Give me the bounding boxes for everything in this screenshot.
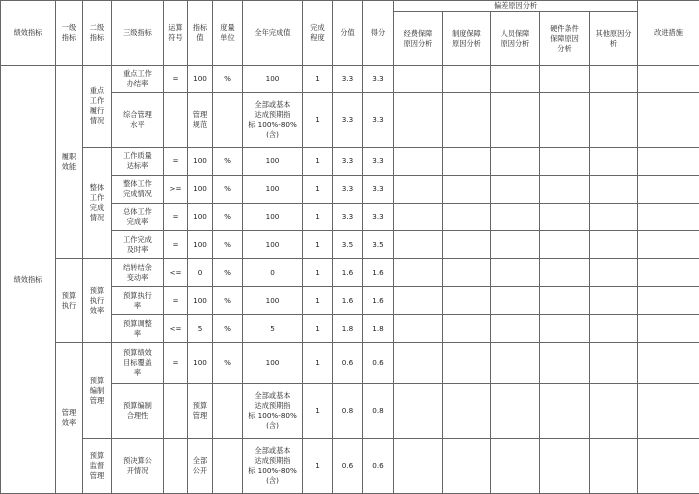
empty-cell <box>540 147 590 175</box>
completion-cell: 0 <box>243 259 303 287</box>
degree-cell: 1 <box>303 315 333 343</box>
degree-cell: 1 <box>303 384 333 439</box>
completion-cell: 100 <box>243 175 303 203</box>
empty-cell <box>590 259 638 287</box>
empty-cell <box>491 315 540 343</box>
degree-cell: 1 <box>303 342 333 383</box>
empty-cell <box>394 203 443 231</box>
indicator-name: 重点工作 办结率 <box>112 66 164 93</box>
group-label: 预算 执行 <box>56 259 83 343</box>
weight-cell: 3.3 <box>333 92 363 147</box>
empty-cell <box>394 384 443 439</box>
degree-cell: 1 <box>303 287 333 315</box>
empty-cell <box>590 342 638 383</box>
empty-cell <box>491 439 540 494</box>
empty-cell <box>443 92 491 147</box>
empty-cell <box>638 175 699 203</box>
empty-cell <box>540 315 590 343</box>
empty-cell <box>638 342 699 383</box>
operator-cell: = <box>164 66 188 93</box>
completion-cell: 100 <box>243 342 303 383</box>
operator-cell: >= <box>164 175 188 203</box>
header-level2: 二级 指标 <box>83 1 112 66</box>
indicator-name: 总体工作 完成率 <box>112 203 164 231</box>
completion-cell: 5 <box>243 315 303 343</box>
weight-cell: 3.3 <box>333 203 363 231</box>
header-dev-funding: 经费保障 原因分析 <box>394 12 443 66</box>
header-deviation: 偏差原因分析 <box>394 1 638 12</box>
empty-cell <box>394 231 443 259</box>
empty-cell <box>394 439 443 494</box>
empty-cell <box>443 259 491 287</box>
operator-cell: <= <box>164 315 188 343</box>
empty-cell <box>491 231 540 259</box>
empty-cell <box>394 287 443 315</box>
operator-cell: = <box>164 203 188 231</box>
table-row <box>1 66 699 93</box>
group-label: 履职 效能 <box>56 66 83 259</box>
empty-cell <box>540 384 590 439</box>
empty-cell <box>394 342 443 383</box>
indicator-name: 预算执行 率 <box>112 287 164 315</box>
header-dev-system: 制度保障 原因分析 <box>443 12 491 66</box>
header-weight: 分值 <box>333 1 363 66</box>
table-row <box>1 439 699 494</box>
indicator-name: 结转结余 变动率 <box>112 259 164 287</box>
empty-cell <box>491 92 540 147</box>
unit-cell: % <box>213 259 243 287</box>
empty-cell <box>590 147 638 175</box>
completion-cell: 100 <box>243 147 303 175</box>
subgroup-label: 整体 工作 完成 情况 <box>83 147 112 259</box>
subgroup-label: 重点 工作 履行 情况 <box>83 66 112 148</box>
empty-cell <box>491 342 540 383</box>
empty-cell <box>590 384 638 439</box>
unit-cell: % <box>213 342 243 383</box>
header-level3: 三级指标 <box>112 1 164 66</box>
operator-cell: <= <box>164 259 188 287</box>
empty-cell <box>638 315 699 343</box>
empty-cell <box>590 66 638 93</box>
operator-cell: = <box>164 287 188 315</box>
score-cell: 1.8 <box>363 315 394 343</box>
score-cell: 1.6 <box>363 287 394 315</box>
degree-cell: 1 <box>303 259 333 287</box>
unit-cell: % <box>213 147 243 175</box>
completion-cell: 100 <box>243 203 303 231</box>
score-cell: 0.8 <box>363 384 394 439</box>
empty-cell <box>394 147 443 175</box>
target-cell: 100 <box>188 342 213 383</box>
empty-cell <box>491 203 540 231</box>
empty-cell <box>394 92 443 147</box>
completion-cell: 全部或基本 达成预期指 标 100%-80% (含) <box>243 92 303 147</box>
operator-cell: = <box>164 147 188 175</box>
header-operator: 运算 符号 <box>164 1 188 66</box>
target-cell: 5 <box>188 315 213 343</box>
table-row <box>1 259 699 287</box>
empty-cell <box>590 315 638 343</box>
header-dev-staff: 人员保障 原因分析 <box>491 12 540 66</box>
empty-cell <box>443 203 491 231</box>
header-score: 得分 <box>363 1 394 66</box>
empty-cell <box>491 147 540 175</box>
completion-cell: 全部或基本 达成预期指 标 100%-80% (含) <box>243 384 303 439</box>
unit-cell <box>213 384 243 439</box>
header-level1: 一级 指标 <box>56 1 83 66</box>
empty-cell <box>590 231 638 259</box>
empty-cell <box>443 315 491 343</box>
empty-cell <box>540 203 590 231</box>
unit-cell: % <box>213 175 243 203</box>
score-cell: 3.3 <box>363 175 394 203</box>
target-cell: 管理 规范 <box>188 92 213 147</box>
empty-cell <box>540 259 590 287</box>
header-target: 指标 值 <box>188 1 213 66</box>
indicator-name: 预算绩效 目标覆盖 率 <box>112 342 164 383</box>
degree-cell: 1 <box>303 203 333 231</box>
target-cell: 100 <box>188 175 213 203</box>
weight-cell: 0.8 <box>333 384 363 439</box>
weight-cell: 3.5 <box>333 231 363 259</box>
empty-cell <box>590 92 638 147</box>
indicator-name: 整体工作 完成情况 <box>112 175 164 203</box>
empty-cell <box>540 66 590 93</box>
target-cell: 0 <box>188 259 213 287</box>
indicator-name: 预决算公 开情况 <box>112 439 164 494</box>
unit-cell: % <box>213 66 243 93</box>
unit-cell: % <box>213 315 243 343</box>
target-cell: 100 <box>188 287 213 315</box>
weight-cell: 3.3 <box>333 147 363 175</box>
operator-cell <box>164 439 188 494</box>
weight-cell: 3.3 <box>333 175 363 203</box>
empty-cell <box>394 315 443 343</box>
empty-cell <box>443 287 491 315</box>
empty-cell <box>540 175 590 203</box>
score-cell: 3.3 <box>363 147 394 175</box>
completion-cell: 100 <box>243 231 303 259</box>
score-cell: 0.6 <box>363 439 394 494</box>
header-improve: 改进措施 <box>638 1 699 66</box>
empty-cell <box>443 66 491 93</box>
indicator-name: 预算编制 合理性 <box>112 384 164 439</box>
empty-cell <box>590 439 638 494</box>
empty-cell <box>638 203 699 231</box>
table-row <box>1 342 699 383</box>
weight-cell: 1.6 <box>333 259 363 287</box>
perf-label-cell: 绩效指标 <box>1 66 56 494</box>
header-dev-other: 其他原因分 析 <box>590 12 638 66</box>
empty-cell <box>394 175 443 203</box>
table-row <box>1 147 699 175</box>
weight-cell: 1.8 <box>333 315 363 343</box>
completion-cell: 100 <box>243 287 303 315</box>
empty-cell <box>443 342 491 383</box>
degree-cell: 1 <box>303 147 333 175</box>
empty-cell <box>443 231 491 259</box>
unit-cell <box>213 92 243 147</box>
score-cell: 3.3 <box>363 203 394 231</box>
empty-cell <box>590 203 638 231</box>
degree-cell: 1 <box>303 439 333 494</box>
empty-cell <box>638 384 699 439</box>
empty-cell <box>638 439 699 494</box>
completion-cell: 100 <box>243 66 303 93</box>
header-completion: 全年完成值 <box>243 1 303 66</box>
empty-cell <box>638 231 699 259</box>
empty-cell <box>491 384 540 439</box>
operator-cell <box>164 92 188 147</box>
operator-cell <box>164 384 188 439</box>
empty-cell <box>638 287 699 315</box>
empty-cell <box>491 66 540 93</box>
header-degree: 完成 程度 <box>303 1 333 66</box>
empty-cell <box>540 287 590 315</box>
group-label: 管理 效率 <box>56 342 83 493</box>
weight-cell: 0.6 <box>333 342 363 383</box>
score-cell: 3.5 <box>363 231 394 259</box>
unit-cell: % <box>213 203 243 231</box>
subgroup-label: 预算 监督 管理 <box>83 439 112 494</box>
empty-cell <box>540 92 590 147</box>
empty-cell <box>491 287 540 315</box>
empty-cell <box>590 175 638 203</box>
empty-cell <box>638 92 699 147</box>
empty-cell <box>638 66 699 93</box>
weight-cell: 1.6 <box>333 287 363 315</box>
operator-cell: = <box>164 342 188 383</box>
empty-cell <box>394 259 443 287</box>
degree-cell: 1 <box>303 92 333 147</box>
weight-cell: 0.6 <box>333 439 363 494</box>
score-cell: 1.6 <box>363 259 394 287</box>
empty-cell <box>491 259 540 287</box>
unit-cell: % <box>213 231 243 259</box>
score-cell: 3.3 <box>363 66 394 93</box>
empty-cell <box>443 439 491 494</box>
header-dev-hardware: 硬件条件 保障原因 分析 <box>540 12 590 66</box>
target-cell: 100 <box>188 231 213 259</box>
unit-cell: % <box>213 287 243 315</box>
weight-cell: 3.3 <box>333 66 363 93</box>
degree-cell: 1 <box>303 231 333 259</box>
empty-cell <box>638 259 699 287</box>
indicator-name: 综合管理 水平 <box>112 92 164 147</box>
empty-cell <box>540 231 590 259</box>
score-cell: 3.3 <box>363 92 394 147</box>
empty-cell <box>540 342 590 383</box>
header-unit: 度量 单位 <box>213 1 243 66</box>
subgroup-label: 预算 执行 效率 <box>83 259 112 343</box>
indicator-name: 预算调整 率 <box>112 315 164 343</box>
degree-cell: 1 <box>303 175 333 203</box>
empty-cell <box>443 175 491 203</box>
target-cell: 100 <box>188 203 213 231</box>
operator-cell: = <box>164 231 188 259</box>
target-cell: 100 <box>188 66 213 93</box>
empty-cell <box>590 287 638 315</box>
empty-cell <box>638 147 699 175</box>
indicator-name: 工作完成 及时率 <box>112 231 164 259</box>
header-perf: 绩效指标 <box>1 1 56 66</box>
empty-cell <box>443 384 491 439</box>
empty-cell <box>540 439 590 494</box>
indicator-name: 工作质量 达标率 <box>112 147 164 175</box>
degree-cell: 1 <box>303 66 333 93</box>
score-cell: 0.6 <box>363 342 394 383</box>
target-cell: 100 <box>188 147 213 175</box>
completion-cell: 全部或基本 达成预期指 标 100%-80% (含) <box>243 439 303 494</box>
target-cell: 全部 公开 <box>188 439 213 494</box>
empty-cell <box>491 175 540 203</box>
empty-cell <box>443 147 491 175</box>
target-cell: 预算 管理 <box>188 384 213 439</box>
unit-cell <box>213 439 243 494</box>
empty-cell <box>394 66 443 93</box>
subgroup-label: 预算 编制 管理 <box>83 342 112 438</box>
